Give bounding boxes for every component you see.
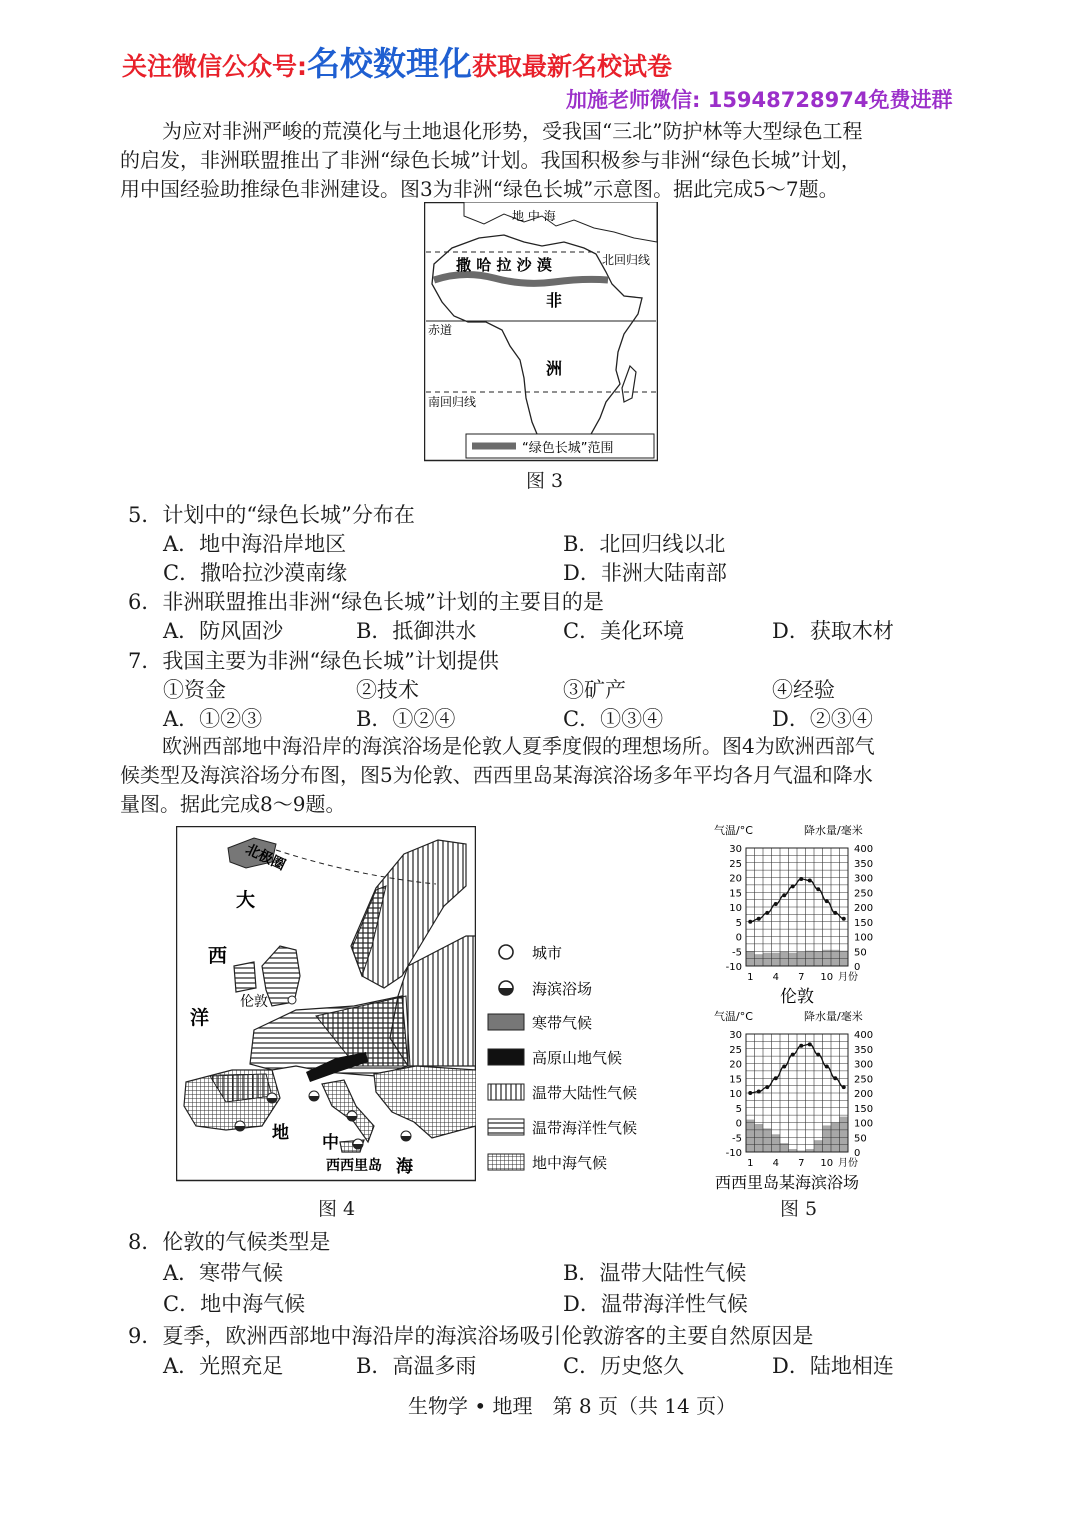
temp-tick-label: -10 bbox=[725, 1148, 742, 1159]
temp-point bbox=[842, 1085, 846, 1089]
temp-tick-label: 25 bbox=[729, 858, 742, 870]
precip-tick-label: 400 bbox=[854, 844, 874, 855]
label-sicily: 西西里岛 bbox=[326, 1158, 382, 1174]
month-tick-label: 1 bbox=[747, 972, 754, 983]
temp-point bbox=[757, 917, 761, 921]
london-city-marker bbox=[288, 996, 296, 1004]
temp-point bbox=[791, 1053, 795, 1057]
q6-option-b: B．抵御洪水 bbox=[356, 619, 477, 643]
temp-point bbox=[816, 1053, 820, 1057]
temp-tick-label: -5 bbox=[732, 947, 742, 959]
precip-bar bbox=[840, 1117, 849, 1152]
intro2-line-1: 欧洲西部地中海沿岸的海滨浴场是伦敦人夏季度假的理想场所。图4为欧洲西部气 bbox=[162, 734, 875, 758]
sicily-climate-chart bbox=[714, 1009, 873, 1192]
legend-highland-swatch bbox=[488, 1049, 524, 1065]
question-9: 9．夏季，欧洲西部地中海沿岸的海滨浴场吸引伦敦游客的主要自然原因是 bbox=[128, 1324, 814, 1348]
temp-tick-label: 15 bbox=[729, 1074, 742, 1086]
temp-tick-label: 30 bbox=[729, 844, 742, 855]
q7-option-a: A．①②③ bbox=[163, 707, 263, 731]
banner-line-1 bbox=[122, 38, 672, 85]
precip-bar bbox=[831, 950, 840, 966]
precip-tick-label: 350 bbox=[854, 858, 874, 870]
q6-option-a: A．防风固沙 bbox=[163, 619, 284, 643]
temp-tick-label: 0 bbox=[735, 1118, 742, 1130]
precip-bar bbox=[814, 1140, 823, 1152]
q7-item-1: ①资金 bbox=[163, 678, 226, 702]
q9-option-d: D．陆地相连 bbox=[772, 1354, 894, 1378]
label-equator: 赤道 bbox=[428, 323, 453, 337]
month-tick-label: 7 bbox=[798, 972, 805, 983]
banner-text-a: 关注微信公众号: bbox=[122, 52, 307, 81]
legend-city: 城市 bbox=[532, 944, 563, 962]
legend-mediterranean-swatch bbox=[488, 1154, 524, 1170]
temp-point bbox=[782, 893, 786, 897]
precip-bar bbox=[823, 950, 832, 966]
precip-bar bbox=[746, 1120, 755, 1152]
precip-tick-label: 150 bbox=[854, 917, 874, 929]
precip-bar bbox=[755, 1124, 764, 1152]
precip-tick-label: 300 bbox=[854, 1059, 874, 1071]
figure-4-legend bbox=[484, 936, 674, 1180]
precip-tick-label: 400 bbox=[854, 1030, 874, 1041]
month-axis-label: 月份 bbox=[838, 1158, 858, 1169]
temp-point bbox=[808, 878, 812, 882]
temp-point bbox=[825, 899, 829, 903]
label-sahara: 撒 哈 拉 沙 漠 bbox=[456, 256, 552, 274]
legend-continental-swatch bbox=[488, 1084, 524, 1100]
temp-point bbox=[825, 1064, 829, 1068]
q5-option-c: C．撒哈拉沙漠南缘 bbox=[163, 561, 348, 585]
precip-bar bbox=[763, 953, 772, 966]
banner-text-c: 获取最新名校试卷 bbox=[472, 52, 673, 81]
temp-point bbox=[833, 1076, 837, 1080]
temp-tick-label: 5 bbox=[735, 917, 742, 929]
temp-tick-label: 20 bbox=[729, 873, 742, 885]
legend-oceanic: 温带海洋性气候 bbox=[532, 1119, 638, 1137]
intro-paragraph-2 bbox=[120, 732, 960, 819]
precip-bar bbox=[755, 954, 764, 966]
q5-option-d: D．非洲大陆南部 bbox=[563, 561, 727, 585]
precip-tick-label: 0 bbox=[854, 962, 861, 973]
temp-tick-label: 20 bbox=[729, 1059, 742, 1071]
temp-point bbox=[748, 1091, 752, 1095]
label-yang: 洋 bbox=[190, 1007, 210, 1029]
precip-tick-label: 100 bbox=[854, 1118, 874, 1130]
temp-point bbox=[799, 1044, 803, 1048]
figure-3-caption: 图 3 bbox=[526, 470, 564, 492]
london-climate-chart bbox=[714, 823, 873, 1007]
q8-option-c: C．地中海气候 bbox=[163, 1292, 306, 1316]
label-da: 大 bbox=[236, 889, 256, 911]
precip-tick-label: 200 bbox=[854, 1089, 874, 1100]
legend-cold-swatch bbox=[488, 1014, 524, 1030]
temp-point bbox=[799, 877, 803, 881]
label-mediterranean: 地 中 海 bbox=[512, 209, 556, 223]
figure-5-climate-charts bbox=[700, 820, 900, 1192]
month-axis-label: 月份 bbox=[838, 972, 858, 983]
temp-tick-label: 15 bbox=[729, 888, 742, 900]
legend-mediterranean: 地中海气候 bbox=[532, 1154, 608, 1172]
q8-option-a: A．寒带气候 bbox=[163, 1261, 284, 1285]
precip-tick-label: 200 bbox=[854, 903, 874, 914]
temp-tick-label: -10 bbox=[725, 962, 742, 973]
temp-tick-label: -5 bbox=[732, 1133, 742, 1145]
temp-point bbox=[808, 1042, 812, 1046]
legend-green-wall: “绿色长城”范围 bbox=[522, 441, 614, 456]
precip-tick-label: 50 bbox=[854, 1133, 867, 1145]
legend-continental: 温带大陆性气候 bbox=[532, 1084, 638, 1102]
temp-tick-label: 5 bbox=[735, 1103, 742, 1115]
chart-title: 西西里岛某海滨浴场 bbox=[714, 1173, 860, 1192]
q8-option-b: B．温带大陆性气候 bbox=[563, 1261, 747, 1285]
precip-tick-label: 350 bbox=[854, 1044, 874, 1056]
q9-option-c: C．历史悠久 bbox=[563, 1354, 685, 1378]
temp-axis-label: 气温/°C bbox=[714, 1010, 753, 1023]
precip-bar bbox=[789, 953, 798, 966]
month-tick-label: 10 bbox=[820, 1158, 834, 1169]
temp-axis-label: 气温/°C bbox=[714, 824, 753, 837]
q7-option-d: D．②③④ bbox=[772, 707, 873, 731]
label-di: 地 bbox=[272, 1123, 289, 1143]
precip-axis-label: 降水量/毫米 bbox=[804, 824, 863, 837]
q8-option-d: D．温带海洋性气候 bbox=[563, 1292, 748, 1316]
label-xi: 西 bbox=[208, 945, 228, 967]
temp-tick-label: 10 bbox=[729, 1089, 742, 1100]
q7-option-c: C．①③④ bbox=[563, 707, 664, 731]
q5-option-a: A．地中海沿岸地区 bbox=[163, 532, 347, 556]
temp-point bbox=[774, 1076, 778, 1080]
q7-option-b: B．①②④ bbox=[356, 707, 456, 731]
label-zhou: 洲 bbox=[546, 359, 563, 378]
banner-line-2: 加施老师微信: 15948728974免费进群 bbox=[566, 88, 953, 112]
temp-point bbox=[816, 887, 820, 891]
intro2-line-2: 候类型及海滨浴场分布图，图5为伦敦、西西里岛某海滨浴场多年平均各月气温和降水 bbox=[120, 763, 873, 787]
temp-point bbox=[791, 884, 795, 888]
chart-title: 伦敦 bbox=[780, 987, 814, 1007]
precip-bar bbox=[763, 1128, 772, 1152]
q6-option-d: D．获取木材 bbox=[772, 619, 894, 643]
intro2-line-3: 量图。据此完成8～9题。 bbox=[120, 792, 346, 816]
month-tick-label: 4 bbox=[772, 1158, 779, 1169]
legend-resort: 海滨浴场 bbox=[532, 980, 593, 998]
intro1-line-1: 为应对非洲严峻的荒漠化与土地退化形势，受我国“三北”防护林等大型绿色工程 bbox=[162, 119, 863, 143]
figure-3-africa-map bbox=[424, 202, 658, 462]
legend-highland: 高原山地气候 bbox=[532, 1049, 623, 1067]
month-tick-label: 10 bbox=[820, 972, 834, 983]
legend-oceanic-swatch bbox=[488, 1119, 524, 1135]
temp-tick-label: 0 bbox=[735, 932, 742, 944]
temp-point bbox=[757, 1090, 761, 1094]
temp-point bbox=[782, 1064, 786, 1068]
legend-city-icon bbox=[499, 945, 513, 959]
precip-tick-label: 150 bbox=[854, 1103, 874, 1115]
precip-tick-label: 0 bbox=[854, 1148, 861, 1159]
figure-4-europe-map bbox=[176, 826, 476, 1182]
temp-point bbox=[765, 1085, 769, 1089]
temp-tick-label: 30 bbox=[729, 1030, 742, 1041]
q7-item-2: ②技术 bbox=[356, 678, 419, 702]
intro1-line-2: 的启发，非洲联盟推出了非洲“绿色长城”计划。我国积极参与非洲“绿色长城”计划， bbox=[120, 148, 861, 172]
figure-5-caption: 图 5 bbox=[780, 1198, 818, 1220]
q7-item-3: ③矿产 bbox=[563, 678, 626, 702]
precip-bar bbox=[772, 953, 781, 966]
label-london: 伦敦 bbox=[240, 994, 268, 1010]
label-tropic-south: 南回归线 bbox=[428, 395, 477, 409]
month-tick-label: 1 bbox=[747, 1158, 754, 1169]
intro1-line-3: 用中国经验助推绿色非洲建设。图3为非洲“绿色长城”示意图。据此完成5～7题。 bbox=[120, 177, 839, 201]
banner-brand: 名校数理化 bbox=[307, 44, 472, 83]
precip-tick-label: 100 bbox=[854, 932, 874, 944]
precip-tick-label: 250 bbox=[854, 1074, 874, 1086]
figure-4-caption: 图 4 bbox=[318, 1198, 356, 1220]
intro-paragraph-1 bbox=[120, 117, 960, 204]
precip-tick-label: 250 bbox=[854, 888, 874, 900]
label-fei: 非 bbox=[546, 291, 563, 310]
temp-point bbox=[765, 911, 769, 915]
temp-point bbox=[774, 902, 778, 906]
precip-tick-label: 50 bbox=[854, 947, 867, 959]
label-arctic-circle: 北极圈 bbox=[242, 841, 288, 874]
q9-option-a: A．光照充足 bbox=[163, 1354, 284, 1378]
question-8: 8．伦敦的气候类型是 bbox=[128, 1230, 331, 1254]
temp-point bbox=[842, 917, 846, 921]
page-footer: 生物学 • 地理 第 8 页（共 14 页） bbox=[408, 1394, 737, 1418]
label-hai: 海 bbox=[396, 1157, 413, 1177]
q7-item-4: ④经验 bbox=[772, 678, 835, 702]
question-5: 5．计划中的“绿色长城”分布在 bbox=[128, 503, 415, 527]
month-tick-label: 4 bbox=[772, 972, 779, 983]
label-tropic-north: 北回归线 bbox=[602, 253, 651, 267]
temp-point bbox=[833, 911, 837, 915]
q6-option-c: C．美化环境 bbox=[563, 619, 685, 643]
q5-option-b: B．北回归线以北 bbox=[563, 532, 726, 556]
label-zhong: 中 bbox=[322, 1133, 339, 1153]
precip-tick-label: 300 bbox=[854, 873, 874, 885]
precip-axis-label: 降水量/毫米 bbox=[804, 1010, 863, 1023]
legend-cold: 寒带气候 bbox=[532, 1014, 593, 1032]
temp-tick-label: 25 bbox=[729, 1044, 742, 1056]
precip-bar bbox=[823, 1125, 832, 1152]
temp-point bbox=[748, 920, 752, 924]
question-7: 7．我国主要为非洲“绿色长城”计划提供 bbox=[128, 649, 499, 673]
temp-tick-label: 10 bbox=[729, 903, 742, 914]
month-tick-label: 7 bbox=[798, 1158, 805, 1169]
question-6: 6．非洲联盟推出非洲“绿色长城”计划的主要目的是 bbox=[128, 590, 604, 614]
q9-option-b: B．高温多雨 bbox=[356, 1354, 477, 1378]
